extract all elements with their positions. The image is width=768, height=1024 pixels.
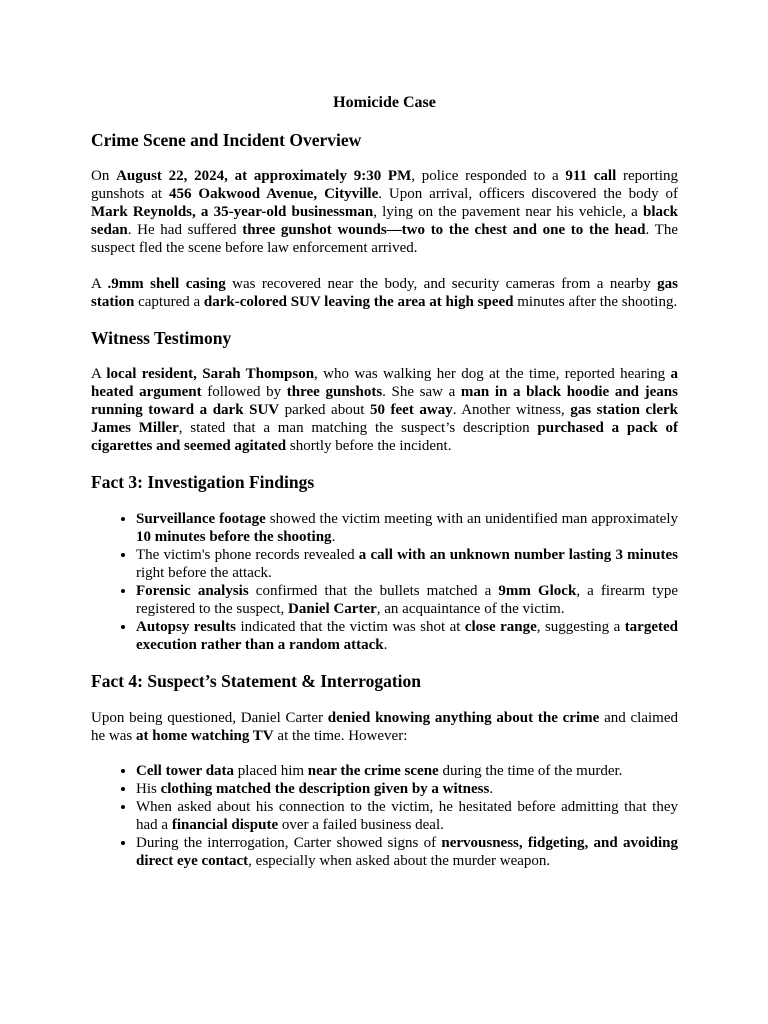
text-run: was recovered near the body, and security cameras from a nearby — [225, 276, 658, 292]
text-run: , especially when asked about the murder weapon. — [248, 853, 551, 869]
text-run: His — [136, 781, 161, 797]
text-run: , police responded to a — [411, 168, 566, 184]
bold-text: close range — [464, 619, 537, 635]
bold-text: Surveillance footage — [136, 511, 266, 527]
list-item — [136, 780, 678, 798]
text-run: Upon being questioned, Daniel Carter — [91, 710, 328, 726]
bold-text: Cell tower data — [136, 763, 235, 779]
text-run: . — [331, 529, 336, 545]
text-run: placed him — [234, 763, 308, 779]
witness-paragraph — [91, 365, 678, 455]
text-run: . She saw a — [382, 384, 461, 400]
text-run: captured a — [134, 294, 204, 310]
text-run: , a firearm type registered to the suspect, — [136, 583, 679, 617]
section-heading-statement: Fact 4: Suspect’s Statement & Interrogation — [91, 671, 422, 691]
text-run: shortly before the incident. — [286, 438, 452, 454]
section-heading-findings: Fact 3: Investigation Findings — [91, 472, 315, 492]
bold-text: 50 feet away — [369, 402, 453, 418]
text-run: During the interrogation, Carter showed signs of — [136, 835, 442, 851]
text-run: during the time of the murder. — [438, 763, 623, 779]
findings-list — [91, 510, 678, 654]
text-run: A — [91, 276, 108, 292]
text-run: . Another witness, — [452, 402, 571, 418]
bold-text: black sedan — [91, 204, 678, 238]
text-run: When asked about his connection to the victim, he hesitated before admitting that they had a — [136, 799, 678, 833]
text-run: The victim's phone records revealed — [136, 547, 359, 563]
text-run: , an acquaintance of the victim. — [376, 601, 565, 617]
text-run: right before the attack. — [136, 565, 272, 581]
statement-list — [91, 762, 678, 870]
text-run: , who was walking her dog at the time, reported hearing — [314, 366, 671, 382]
text-run: indicated that the victim was shot at — [236, 619, 465, 635]
bold-text: man in a black hoodie and jeans running toward a dark SUV — [91, 384, 678, 418]
text-run: reporting gunshots at — [91, 168, 679, 202]
bold-text: a heated argument — [91, 366, 678, 400]
text-run: showed the victim meeting with an unidentified man approximately — [265, 511, 678, 527]
text-run: On — [91, 168, 117, 184]
list-item — [136, 582, 678, 618]
bold-text: targeted execution rather than a random attack — [136, 619, 678, 653]
text-run: confirmed that the bullets matched a — [248, 583, 499, 599]
bold-text: at home watching TV — [136, 728, 274, 744]
bold-text: August 22, 2024, at approximately 9:30 PM — [116, 168, 412, 184]
bold-text: clothing matched the description given by a witness — [160, 781, 490, 797]
bold-text: Forensic analysis — [136, 583, 249, 599]
bold-text: local resident, Sarah Thompson — [106, 366, 315, 382]
bold-text: 911 call — [565, 168, 617, 184]
text-run: and claimed he was — [91, 710, 678, 744]
bold-text: Autopsy results — [136, 619, 237, 635]
overview-paragraph-2 — [91, 275, 678, 311]
document-body — [91, 93, 678, 870]
text-run: . — [489, 781, 494, 797]
list-item — [136, 834, 678, 870]
text-run: , suggesting a — [536, 619, 625, 635]
bold-text: dark-colored SUV leaving the area at high speed — [203, 294, 514, 310]
bold-text: near the crime scene — [307, 763, 439, 779]
bold-text: 9mm Glock — [498, 583, 577, 599]
section-heading-witness: Witness Testimony — [91, 328, 232, 348]
text-run: minutes after the shooting. — [513, 294, 678, 310]
bold-text: three gunshot wounds—two to the chest and one to the head — [242, 222, 646, 238]
bold-text: purchased a pack of cigarettes and seemed agitated — [91, 420, 679, 454]
section-heading-overview: Crime Scene and Incident Overview — [91, 130, 362, 150]
bold-text: 10 minutes before the shooting — [136, 529, 332, 545]
list-item — [136, 546, 678, 582]
bold-text: gas station — [91, 276, 678, 310]
text-run: . — [383, 637, 388, 653]
text-run: followed by — [201, 384, 287, 400]
document-title: Homicide Case — [333, 94, 436, 111]
list-item — [136, 762, 678, 780]
text-run: . He had suffered — [127, 222, 243, 238]
bold-text: nervousness, fidgeting, and avoiding direct eye contact — [136, 835, 678, 869]
bold-text: Daniel Carter — [288, 601, 377, 617]
bold-text: 456 Oakwood Avenue, Cityville — [169, 186, 379, 202]
list-item — [136, 618, 678, 654]
list-item — [136, 798, 678, 834]
bold-text: denied knowing anything about the crime — [327, 710, 600, 726]
bold-text: .9mm shell casing — [107, 276, 226, 292]
bold-text: financial dispute — [171, 817, 279, 833]
text-run: parked about — [279, 402, 370, 418]
text-run: A — [91, 366, 107, 382]
statement-paragraph — [91, 709, 678, 745]
bold-text: Mark Reynolds, a 35-year-old businessman — [91, 204, 374, 220]
text-run: over a failed business deal. — [278, 817, 444, 833]
text-run: at the time. However: — [273, 728, 408, 744]
bold-text: a call with an unknown number lasting 3 minutes — [358, 547, 678, 563]
list-item — [136, 510, 678, 546]
text-run: . The suspect fled the scene before law enforcement arrived. — [91, 222, 678, 256]
text-run: , stated that a man matching the suspect’s description — [178, 420, 538, 436]
overview-paragraph-1 — [91, 167, 678, 257]
text-run: , lying on the pavement near his vehicle, a — [373, 204, 643, 220]
text-run: . Upon arrival, officers discovered the body of — [378, 186, 679, 202]
bold-text: three gunshots — [286, 384, 383, 400]
bold-text: gas station clerk James Miller — [91, 402, 679, 436]
